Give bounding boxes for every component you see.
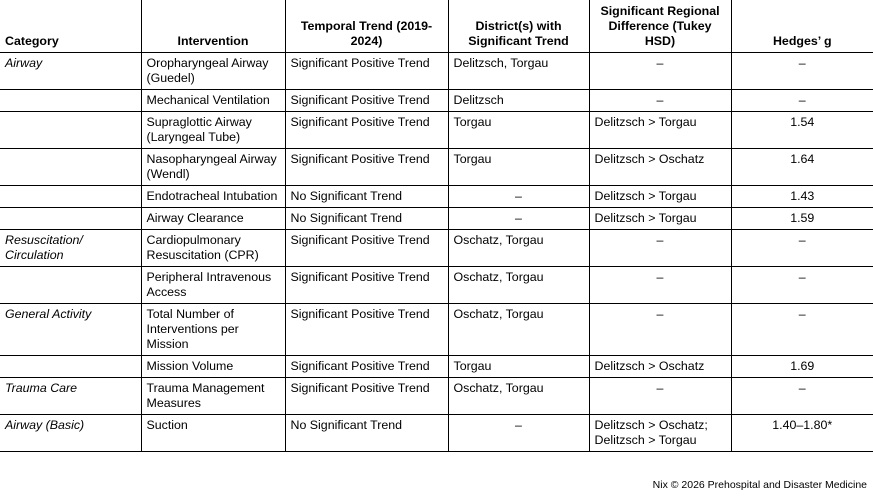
table-row	[0, 356, 873, 378]
cell-intervention: Supraglottic Airway (Laryngeal Tube)	[141, 112, 285, 149]
cell-temporal-trend: Significant Positive Trend	[285, 356, 448, 378]
copyright-footer: Nix © 2026 Prehospital and Disaster Medicine	[652, 479, 867, 491]
cell-districts: Oschatz, Torgau	[448, 267, 589, 304]
table-row	[0, 378, 873, 415]
cell-regional-difference: Delitzsch > Torgau	[589, 112, 731, 149]
cell-regional-difference: Delitzsch > Oschatz	[589, 356, 731, 378]
cell-temporal-trend: Significant Positive Trend	[285, 304, 448, 356]
cell-temporal-trend: No Significant Trend	[285, 208, 448, 230]
cell-regional-difference: –	[589, 267, 731, 304]
cell-regional-difference: –	[589, 53, 731, 90]
cell-regional-difference: Delitzsch > Torgau	[589, 208, 731, 230]
cell-districts: –	[448, 208, 589, 230]
cell-regional-difference: –	[589, 230, 731, 267]
cell-category	[0, 356, 141, 378]
cell-districts: Torgau	[448, 112, 589, 149]
cell-districts: Torgau	[448, 356, 589, 378]
cell-hedges-g: –	[731, 304, 873, 356]
cell-category	[0, 90, 141, 112]
cell-intervention: Trauma Management Measures	[141, 378, 285, 415]
table-row	[0, 415, 873, 452]
table-row	[0, 304, 873, 356]
cell-regional-difference: –	[589, 90, 731, 112]
table-body	[0, 53, 873, 452]
header-row	[0, 0, 873, 53]
table-row	[0, 53, 873, 90]
cell-hedges-g: 1.64	[731, 149, 873, 186]
cell-intervention: Endotracheal Intubation	[141, 186, 285, 208]
cell-intervention: Nasopharyngeal Airway (Wendl)	[141, 149, 285, 186]
cell-hedges-g: 1.59	[731, 208, 873, 230]
table-row	[0, 230, 873, 267]
cell-hedges-g: –	[731, 53, 873, 90]
cell-districts: Oschatz, Torgau	[448, 230, 589, 267]
cell-temporal-trend: Significant Positive Trend	[285, 112, 448, 149]
table-row	[0, 112, 873, 149]
cell-districts: Delitzsch, Torgau	[448, 53, 589, 90]
cell-districts: Delitzsch	[448, 90, 589, 112]
header-districts: District(s) with Significant Trend	[448, 0, 589, 53]
table-row	[0, 267, 873, 304]
cell-intervention: Cardiopulmonary Resuscitation (CPR)	[141, 230, 285, 267]
cell-hedges-g: –	[731, 267, 873, 304]
cell-temporal-trend: No Significant Trend	[285, 415, 448, 452]
cell-category	[0, 208, 141, 230]
cell-category	[0, 267, 141, 304]
cell-districts: –	[448, 186, 589, 208]
cell-intervention: Suction	[141, 415, 285, 452]
cell-hedges-g: –	[731, 230, 873, 267]
cell-districts: –	[448, 415, 589, 452]
cell-regional-difference: Delitzsch > Oschatz; Delitzsch > Torgau	[589, 415, 731, 452]
cell-regional-difference: –	[589, 304, 731, 356]
cell-category: General Activity	[0, 304, 141, 356]
header-category: Category	[0, 0, 141, 53]
cell-category: Trauma Care	[0, 378, 141, 415]
cell-temporal-trend: No Significant Trend	[285, 186, 448, 208]
cell-temporal-trend: Significant Positive Trend	[285, 149, 448, 186]
cell-intervention: Oropharyngeal Airway (Guedel)	[141, 53, 285, 90]
cell-category: Resuscitation/ Circulation	[0, 230, 141, 267]
cell-hedges-g: 1.69	[731, 356, 873, 378]
cell-regional-difference: Delitzsch > Torgau	[589, 186, 731, 208]
cell-category: Airway	[0, 53, 141, 90]
cell-category: Airway (Basic)	[0, 415, 141, 452]
cell-regional-difference: –	[589, 378, 731, 415]
cell-hedges-g: –	[731, 90, 873, 112]
header-temporal-trend: Temporal Trend (2019-2024)	[285, 0, 448, 53]
cell-category	[0, 149, 141, 186]
table-row	[0, 208, 873, 230]
cell-regional-difference: Delitzsch > Oschatz	[589, 149, 731, 186]
cell-districts: Oschatz, Torgau	[448, 378, 589, 415]
cell-intervention: Mission Volume	[141, 356, 285, 378]
cell-hedges-g: –	[731, 378, 873, 415]
cell-intervention: Peripheral Intravenous Access	[141, 267, 285, 304]
cell-intervention: Total Number of Interventions per Mission	[141, 304, 285, 356]
cell-intervention: Mechanical Ventilation	[141, 90, 285, 112]
header-intervention: Intervention	[141, 0, 285, 53]
header-regional-difference: Significant Regional Difference (Tukey HSD)	[589, 0, 731, 53]
cell-temporal-trend: Significant Positive Trend	[285, 53, 448, 90]
cell-districts: Oschatz, Torgau	[448, 304, 589, 356]
cell-temporal-trend: Significant Positive Trend	[285, 267, 448, 304]
table-row	[0, 186, 873, 208]
cell-districts: Torgau	[448, 149, 589, 186]
header-hedges-g: Hedges’ g	[731, 0, 873, 53]
cell-temporal-trend: Significant Positive Trend	[285, 378, 448, 415]
cell-intervention: Airway Clearance	[141, 208, 285, 230]
cell-category	[0, 112, 141, 149]
table-row	[0, 90, 873, 112]
cell-temporal-trend: Significant Positive Trend	[285, 90, 448, 112]
cell-category	[0, 186, 141, 208]
cell-hedges-g: 1.43	[731, 186, 873, 208]
table-row	[0, 149, 873, 186]
cell-hedges-g: 1.40–1.80*	[731, 415, 873, 452]
cell-temporal-trend: Significant Positive Trend	[285, 230, 448, 267]
cell-hedges-g: 1.54	[731, 112, 873, 149]
